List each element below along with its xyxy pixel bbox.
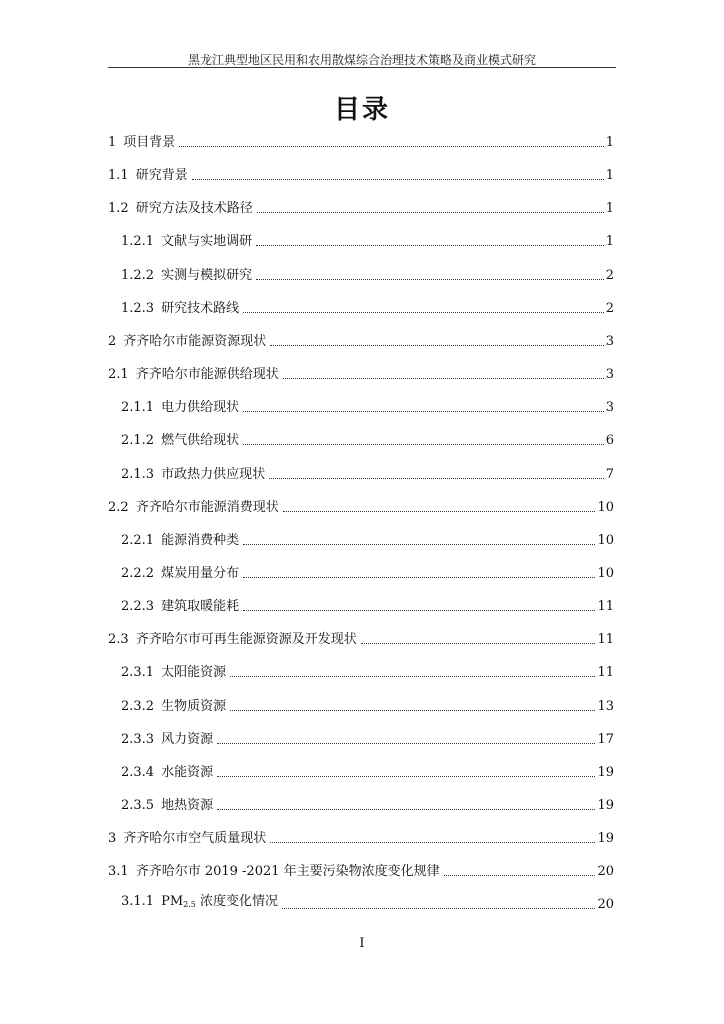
toc-entry[interactable] bbox=[121, 562, 614, 582]
toc-entry-number: 1.1 bbox=[108, 168, 129, 183]
toc-entry-number: 2.3.3 bbox=[121, 732, 155, 747]
toc-entry[interactable] bbox=[121, 595, 614, 615]
toc-dot-leader bbox=[283, 377, 604, 379]
toc-entry-label bbox=[121, 566, 241, 582]
toc-page-number: 19 bbox=[597, 831, 614, 846]
toc-entry[interactable] bbox=[121, 396, 614, 416]
toc-dot-leader bbox=[256, 244, 604, 246]
toc-page-number: 2 bbox=[605, 268, 614, 283]
toc-entry-number: 2.3.1 bbox=[121, 665, 155, 680]
toc-dot-leader bbox=[230, 709, 595, 711]
toc-entry-number: 2.3 bbox=[108, 632, 129, 647]
toc-dot-leader bbox=[179, 145, 603, 147]
toc-entry-number: 1.2.1 bbox=[121, 234, 155, 249]
toc-page-number: 20 bbox=[597, 897, 614, 912]
toc-dot-leader bbox=[243, 443, 604, 445]
toc-page-number: 11 bbox=[597, 665, 614, 680]
toc-entry-label bbox=[108, 334, 268, 350]
toc-entry-number: 3.1.1 bbox=[121, 894, 155, 909]
toc-entry-label bbox=[121, 433, 241, 449]
toc-entry-label bbox=[121, 699, 228, 715]
toc-dot-leader bbox=[217, 775, 595, 777]
toc-dot-leader bbox=[269, 477, 604, 479]
toc-page-number: 1 bbox=[605, 234, 614, 249]
toc-entry-text: PM bbox=[161, 894, 184, 909]
toc-entry[interactable] bbox=[121, 794, 614, 814]
toc-dot-leader bbox=[217, 808, 595, 810]
running-header: 黑龙江典型地区民用和农用散煤综合治理技术策略及商业模式研究 bbox=[187, 53, 536, 67]
toc-entry-text-suffix: 浓度变化情况 bbox=[195, 894, 279, 909]
toc-entry[interactable] bbox=[121, 695, 614, 715]
toc-entry-label bbox=[121, 665, 228, 681]
toc-entry-label bbox=[121, 765, 215, 781]
toc-dot-leader bbox=[270, 344, 603, 346]
toc-entry[interactable] bbox=[121, 761, 614, 781]
toc-page-number: 7 bbox=[605, 467, 614, 482]
toc-entry-number: 2.2.3 bbox=[121, 599, 155, 614]
toc-entry-text: 生物质资源 bbox=[161, 699, 227, 714]
toc-page-number: 1 bbox=[605, 135, 614, 150]
toc-dot-leader bbox=[230, 675, 595, 677]
toc-page-number: 10 bbox=[597, 566, 614, 581]
toc-page-number: 1 bbox=[605, 201, 614, 216]
toc-entry-label bbox=[121, 894, 280, 913]
toc-dot-leader bbox=[361, 642, 596, 644]
toc-dot-leader bbox=[217, 742, 595, 744]
toc-page-number: 11 bbox=[597, 599, 614, 614]
toc-entry-number: 1.2.2 bbox=[121, 268, 155, 283]
toc-entry-number: 1.2.3 bbox=[121, 301, 155, 316]
toc-entry-label bbox=[121, 533, 241, 549]
toc-entry-label bbox=[108, 500, 281, 516]
toc-entry-text: 齐齐哈尔市 2019 -2021 年主要污染物浓度变化规律 bbox=[135, 864, 440, 879]
toc-entry[interactable] bbox=[121, 230, 614, 250]
toc-entry-label bbox=[121, 798, 215, 814]
toc-entry-number: 2.2.1 bbox=[121, 533, 155, 548]
toc-page-number: 13 bbox=[597, 699, 614, 714]
toc-entry-number: 1.2 bbox=[108, 201, 129, 216]
toc-entry-label bbox=[108, 168, 190, 184]
toc-entry-number: 2.1.1 bbox=[121, 400, 155, 415]
toc-entry-text: 能源消费种类 bbox=[161, 533, 240, 548]
toc-dot-leader bbox=[283, 510, 596, 512]
toc-entry-text: 研究技术路线 bbox=[161, 301, 240, 316]
toc-entry-label bbox=[121, 268, 254, 284]
toc-entry-label bbox=[121, 732, 215, 748]
toc-entry-label bbox=[108, 632, 359, 648]
toc-entry-text: 齐齐哈尔市能源消费现状 bbox=[135, 500, 279, 515]
toc-dot-leader bbox=[256, 278, 604, 280]
toc-entry-text: 太阳能资源 bbox=[161, 665, 227, 680]
toc-entry[interactable] bbox=[108, 628, 614, 648]
toc-entry-text: 项目背景 bbox=[123, 135, 176, 150]
toc-entry-text: 水能资源 bbox=[161, 765, 214, 780]
toc-entry[interactable] bbox=[121, 728, 614, 748]
toc-entry-label bbox=[108, 864, 442, 880]
toc-page-number: 19 bbox=[597, 798, 614, 813]
toc-entry-subscript: 2.5 bbox=[183, 900, 196, 909]
toc-page-number: 17 bbox=[597, 732, 614, 747]
toc-entry-label bbox=[108, 831, 268, 847]
toc-entry-text: 煤炭用量分布 bbox=[161, 566, 240, 581]
toc-entry-number: 2.3.4 bbox=[121, 765, 155, 780]
toc-dot-leader bbox=[192, 178, 604, 180]
toc-page-number: 20 bbox=[597, 864, 614, 879]
toc-entry[interactable] bbox=[121, 893, 614, 913]
toc-dot-leader bbox=[243, 410, 604, 412]
toc-entry-number: 1 bbox=[108, 135, 117, 150]
toc-page-number: 6 bbox=[605, 433, 614, 448]
toc-entry-number: 2.2.2 bbox=[121, 566, 155, 581]
toc-entry[interactable] bbox=[108, 330, 614, 350]
toc-entry[interactable] bbox=[108, 131, 614, 151]
toc-entry-number: 3.1 bbox=[108, 864, 129, 879]
toc-entry[interactable] bbox=[108, 164, 614, 184]
toc-entry-text: 齐齐哈尔市能源资源现状 bbox=[123, 334, 267, 349]
toc-entry[interactable] bbox=[108, 197, 614, 217]
toc-page-number: 3 bbox=[605, 367, 614, 382]
toc-page-number: 1 bbox=[605, 168, 614, 183]
toc-dot-leader bbox=[243, 576, 595, 578]
toc-entry[interactable] bbox=[121, 264, 614, 284]
toc-entry[interactable] bbox=[121, 297, 614, 317]
toc-entry[interactable] bbox=[108, 496, 614, 516]
page-number: I bbox=[359, 936, 365, 951]
toc-entry-text: 齐齐哈尔市空气质量现状 bbox=[123, 831, 267, 846]
toc-entry-number: 2.3.5 bbox=[121, 798, 155, 813]
toc-entry-text: 地热资源 bbox=[161, 798, 214, 813]
toc-entry-number: 2.1 bbox=[108, 367, 129, 382]
toc-entry-label bbox=[121, 467, 267, 483]
toc-entry-number: 2.3.2 bbox=[121, 699, 155, 714]
toc-entry[interactable] bbox=[108, 827, 614, 847]
toc-entry-text: 建筑取暖能耗 bbox=[161, 599, 240, 614]
toc-dot-leader bbox=[243, 311, 604, 313]
toc-entry-number: 2.2 bbox=[108, 500, 129, 515]
toc-page-number: 10 bbox=[597, 500, 614, 515]
toc-title: 目录 bbox=[333, 95, 390, 125]
toc-entry-label bbox=[108, 367, 281, 383]
toc-entry-label bbox=[108, 135, 177, 151]
toc-entry-number: 3 bbox=[108, 831, 117, 846]
toc-entry-number: 2.1.3 bbox=[121, 467, 155, 482]
toc-page-number: 19 bbox=[597, 765, 614, 780]
toc-entry-label bbox=[121, 400, 241, 416]
toc-entry-text: 齐齐哈尔市可再生能源资源及开发现状 bbox=[135, 632, 357, 647]
toc-dot-leader bbox=[243, 543, 595, 545]
toc-entry-text: 风力资源 bbox=[161, 732, 214, 747]
toc-entry-text: 实测与模拟研究 bbox=[161, 268, 253, 283]
toc-entry-number: 2 bbox=[108, 334, 117, 349]
toc-entry-label bbox=[108, 201, 255, 217]
toc-entry-text: 研究背景 bbox=[135, 168, 188, 183]
toc-entry[interactable] bbox=[121, 429, 614, 449]
toc-entry-label bbox=[121, 599, 241, 615]
toc-entry[interactable] bbox=[108, 363, 614, 383]
toc-page-number: 3 bbox=[605, 334, 614, 349]
toc-entry-text: 研究方法及技术路径 bbox=[135, 201, 253, 216]
toc-entry[interactable] bbox=[121, 529, 614, 549]
toc-entry-text: 电力供给现状 bbox=[161, 400, 240, 415]
toc-entry-number: 2.1.2 bbox=[121, 433, 155, 448]
toc-dot-leader bbox=[257, 211, 604, 213]
toc-entry-label bbox=[121, 301, 241, 317]
toc-entry-text: 市政热力供应现状 bbox=[161, 467, 266, 482]
toc-entry-text: 燃气供给现状 bbox=[161, 433, 240, 448]
toc-entry-text: 齐齐哈尔市能源供给现状 bbox=[135, 367, 279, 382]
toc-page-number: 3 bbox=[605, 400, 614, 415]
toc-entry[interactable] bbox=[121, 463, 614, 483]
toc-entry-text: 文献与实地调研 bbox=[161, 234, 253, 249]
toc-dot-leader bbox=[282, 907, 595, 909]
toc-page-number: 10 bbox=[597, 533, 614, 548]
toc-page-number: 11 bbox=[597, 632, 614, 647]
toc-dot-leader bbox=[243, 609, 595, 611]
toc-dot-leader bbox=[270, 841, 595, 843]
toc-entry[interactable] bbox=[108, 860, 614, 880]
toc-entry-label bbox=[121, 234, 254, 250]
toc-page-number: 2 bbox=[605, 301, 614, 316]
toc-entry[interactable] bbox=[121, 661, 614, 681]
toc-dot-leader bbox=[444, 874, 596, 876]
